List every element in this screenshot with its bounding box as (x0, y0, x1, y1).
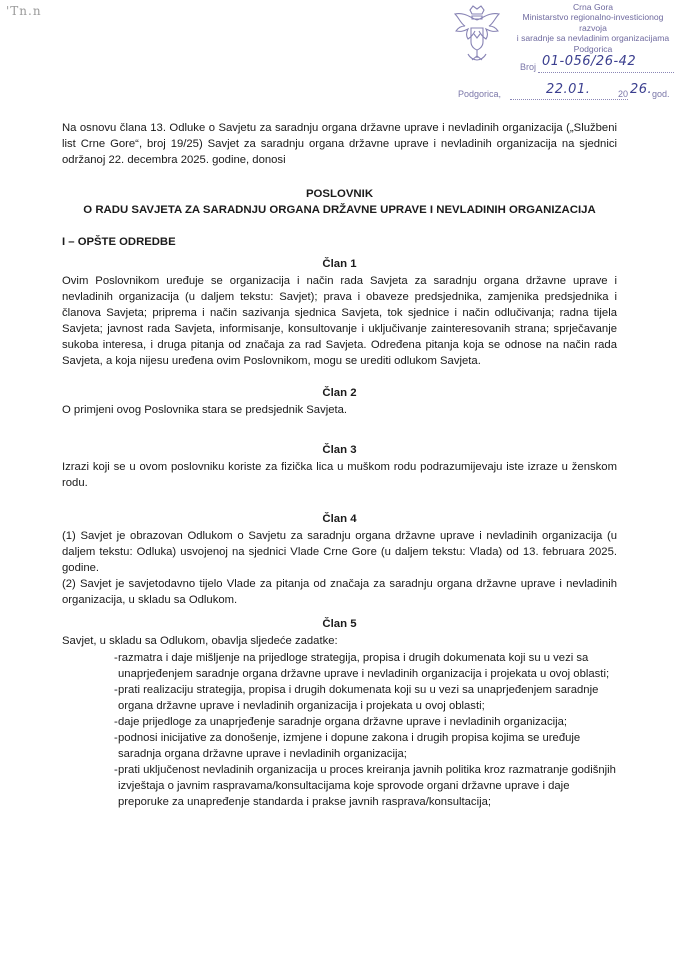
list-item: - prati realizaciju strategija, propisa i drugih dokumenata koji su u vezi sa unaprjeđenjem saradnje organa državne uprave i nevladinih organizacija i projekata u ovoj oblasti; (62, 682, 617, 714)
stamp-line: Crna Gora (572, 2, 614, 12)
corner-mark: 'Tn.n (6, 4, 42, 18)
stamp-broj-line (538, 72, 674, 73)
list-item: - podnosi inicijative za donošenje, izmjene i dopune zakona i drugih propisa kojima se uređuje saradnja organa državne uprave i nevladinih organizacija; (62, 730, 617, 762)
stamp-place-label: Podgorica, (458, 89, 502, 99)
article-heading: Član 3 (322, 444, 357, 456)
registry-stamp (448, 2, 679, 102)
list-item: - daje prijedloge za unaprjeđenje saradnje organa državne uprave i nevladinih organizacija; (62, 714, 617, 730)
article-2-text: O primjeni ovog Poslovnika stara se predsjednik Savjeta. (62, 404, 348, 416)
stamp-date-line (510, 99, 628, 100)
article-4-paragraph-1: (1) Savjet je obrazovan Odlukom o Savjetu za saradnju organa državne uprave i nevladinih organizacija (u daljem tekstu: Odluka) usvojenoj na sjednici Vlade Crne Gore (u daljem tekstu: Vlada) od 13. februara 2025. godine. (62, 530, 617, 574)
article-3-text: Izrazi koji se u ovom poslovniku koriste za fizička lica u muškom rodu podrazumijevaju iste izraze u ženskom rodu. (62, 461, 617, 489)
stamp-line: Ministarstvo regionalno-investicionog razvoja (522, 12, 664, 33)
stamp-line: i saradnje sa nevladinim organizacijama (516, 33, 670, 44)
article-4-paragraph-2: (2) Savjet je savjetodavno tijelo Vlade za pitanja od značaja za saradnju organa državne uprave i nevladinih organizacija, u skladu sa Odlukom. (62, 578, 617, 606)
stamp-year-prefix: 20 (618, 89, 629, 99)
article-1-text: Ovim Poslovnikom uređuje se organizacija i način rada Savjeta za saradnju organa državne uprave i nevladinih organizacija (u daljem tekstu: Savjet); prava i obaveze predsjednika, zamjenika predsjednika i članova Savjeta; priprema i način sazivanja sjednica Savjeta, tok sjednice i način odlučivanja; radna tijela Savjeta; javnost rada Savjeta, informisanje, konsultovanje i uključivanje zainteresovanih strana; sprječavanje sukoba interesa, i druga pitanja od značaja za rad Savjeta. Određena pitanja koja se odnose na način rada Savjeta, a koja nijesu uređena ovim Poslovnikom, mogu se urediti odlukom Savjeta. (62, 275, 617, 367)
article-heading: Član 4 (322, 513, 357, 525)
stamp-god-label: god. (652, 89, 670, 99)
article-5-intro: Savjet, u skladu sa Odlukom, obavlja sljedeće zadatke: (62, 635, 338, 647)
coat-of-arms-icon (448, 4, 506, 68)
stamp-broj-label: Broj (520, 62, 537, 72)
stamp-date-value: 22.01. (546, 82, 591, 97)
document-title: POSLOVNIK (305, 188, 374, 200)
article-heading: Član 1 (322, 258, 357, 270)
list-item: - razmatra i daje mišljenje na prijedloge strategija, propisa i drugih dokumenata koji su u vezi sa unaprjeđenjem saradnje organa državne uprave i nevladinih organizacija i projekata u ovoj oblasti; (62, 650, 617, 682)
stamp-header (508, 2, 678, 54)
stamp-line: Podgorica (573, 43, 613, 54)
document-subtitle: O RADU SAVJETA ZA SARADNJU ORGANA DRŽAVNE UPRAVE I NEVLADINIH ORGANIZACIJA (83, 204, 596, 216)
article-heading: Član 5 (322, 618, 357, 630)
list-item: - prati uključenost nevladinih organizacija u proces kreiranja javnih politika kroz razmatranje godišnjih izvještaja o javnim raspravama/konsultacijama koje sprovode organi državne uprave i daje preporuke za unapređenje standarda i prakse javnih rasprava/konsultacija; (62, 762, 617, 810)
stamp-broj-value: 01-056/26-42 (542, 54, 637, 69)
intro-paragraph: Na osnovu člana 13. Odluke o Savjetu za saradnju organa državne uprave i nevladinih organizacija („Službeni list Crne Gore“, broj 19/25) Savjet za saradnju organa državne uprave i nevladinih organizacija na sjednici održanoj 22. decembra 2025. godine, donosi (62, 122, 617, 166)
stamp-year-value: 26. (630, 82, 653, 97)
section-heading: I – OPŠTE ODREDBE (62, 236, 176, 248)
tasks-list (62, 650, 617, 810)
article-heading: Član 2 (322, 387, 357, 399)
